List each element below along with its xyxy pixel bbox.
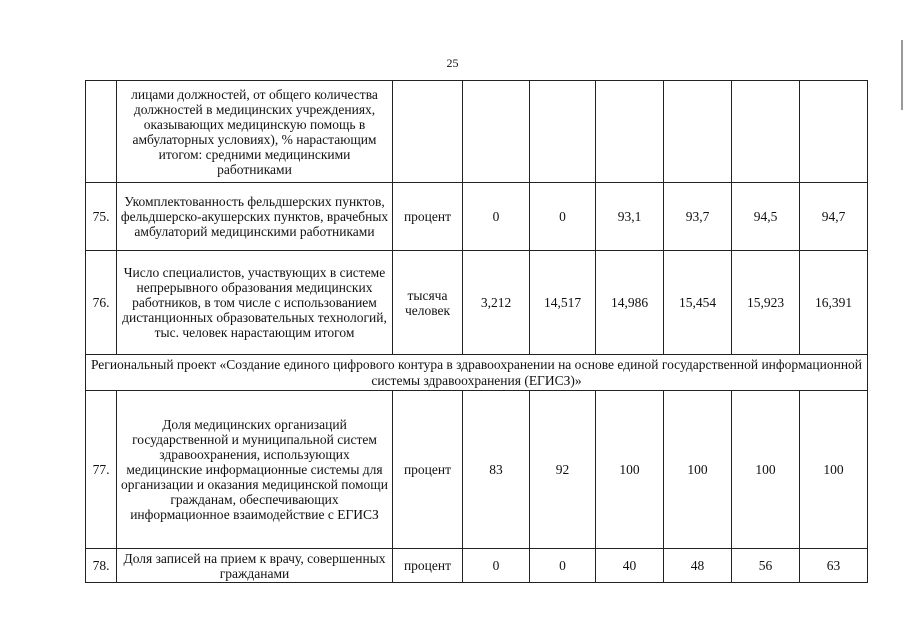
value-cell: 15,923 [732, 251, 800, 355]
table-row [86, 251, 868, 355]
value-cell: 94,5 [732, 183, 800, 251]
unit-cell: процент [393, 183, 463, 251]
value-cell: 100 [664, 391, 732, 549]
table-row [86, 549, 868, 583]
value-cell: 0 [530, 183, 596, 251]
value-cell [664, 81, 732, 183]
indicator-description: Доля медицинских организаций государственной и муниципальной систем здравоохранения, использующих медицинские информационные системы для организации и оказания медицинской помощи гражданам, обеспечивающих информационное взаимодействие с ЕГИСЗ [117, 391, 393, 549]
value-cell: 94,7 [800, 183, 868, 251]
table-row [86, 81, 868, 183]
value-cell: 48 [664, 549, 732, 583]
unit-cell: процент [393, 391, 463, 549]
section-row [86, 355, 868, 391]
value-cell: 92 [530, 391, 596, 549]
unit-cell [393, 81, 463, 183]
indicators-table [85, 80, 868, 583]
indicator-description: Число специалистов, участвующих в системе непрерывного образования медицинских работников, в том числе с использованием дистанционных образовательных технологий, тыс. человек нарастающим итогом [117, 251, 393, 355]
indicator-description: лицами должностей, от общего количества должностей в медицинских учреждениях, оказывающих медицинскую помощь в амбулаторных условиях), % нарастающим итогом: средними медицинскими работниками [117, 81, 393, 183]
indicator-description: Доля записей на прием к врачу, совершенных гражданами [117, 549, 393, 583]
row-number: 78. [86, 549, 117, 583]
value-cell: 16,391 [800, 251, 868, 355]
row-number: 77. [86, 391, 117, 549]
value-cell: 100 [732, 391, 800, 549]
row-number [86, 81, 117, 183]
value-cell: 14,517 [530, 251, 596, 355]
value-cell: 83 [463, 391, 530, 549]
row-number: 75. [86, 183, 117, 251]
value-cell [800, 81, 868, 183]
scan-edge-mark [901, 40, 903, 110]
value-cell: 0 [463, 183, 530, 251]
value-cell [530, 81, 596, 183]
value-cell [463, 81, 530, 183]
value-cell: 93,1 [596, 183, 664, 251]
unit-cell: процент [393, 549, 463, 583]
value-cell: 0 [463, 549, 530, 583]
table-row [86, 391, 868, 549]
value-cell: 100 [800, 391, 868, 549]
unit-cell: тысяча человек [393, 251, 463, 355]
indicator-description: Укомплектованность фельдшерских пунктов, фельдшерско-акушерских пунктов, врачебных амбулаторий медицинскими работниками [117, 183, 393, 251]
value-cell: 56 [732, 549, 800, 583]
value-cell: 100 [596, 391, 664, 549]
value-cell: 93,7 [664, 183, 732, 251]
table-row [86, 183, 868, 251]
section-heading: Региональный проект «Создание единого цифрового контура в здравоохранении на основе единой государственной информационной системы здравоохранения (ЕГИСЗ)» [86, 355, 868, 391]
page-number: 25 [446, 56, 459, 70]
row-number: 76. [86, 251, 117, 355]
value-cell [732, 81, 800, 183]
value-cell: 63 [800, 549, 868, 583]
value-cell: 40 [596, 549, 664, 583]
value-cell: 15,454 [664, 251, 732, 355]
value-cell: 0 [530, 549, 596, 583]
value-cell: 14,986 [596, 251, 664, 355]
value-cell [596, 81, 664, 183]
value-cell: 3,212 [463, 251, 530, 355]
